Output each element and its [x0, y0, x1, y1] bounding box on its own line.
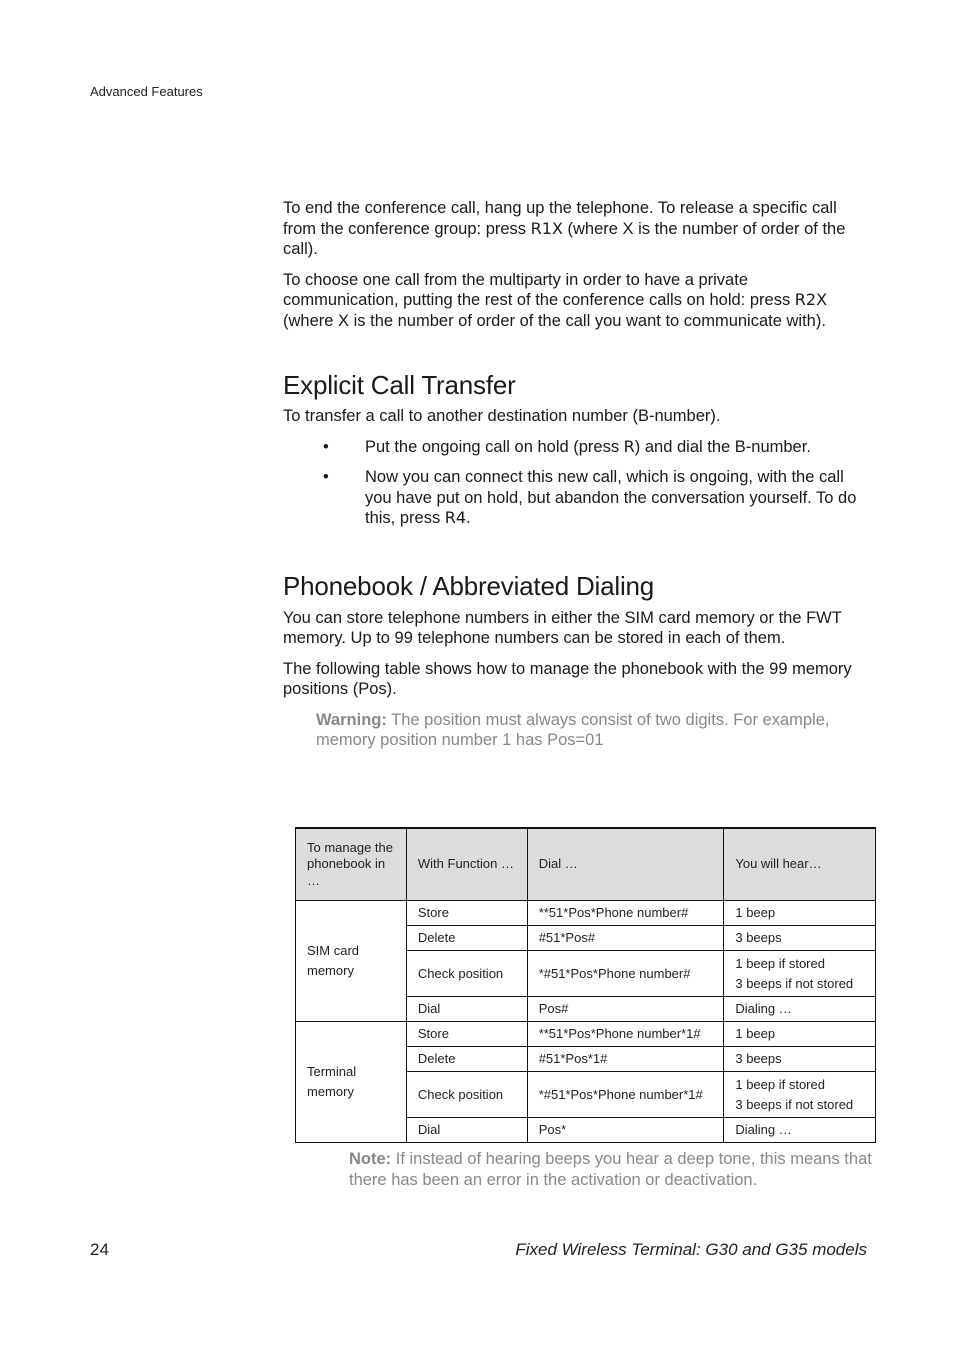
hear-cell: 3 beeps	[724, 926, 876, 951]
hear-cell: 1 beep	[724, 1022, 876, 1047]
section-heading-explicit-call-transfer: Explicit Call Transfer	[283, 370, 516, 400]
main-content	[283, 198, 868, 761]
key-code: R	[623, 436, 635, 456]
footer-doc-title: Fixed Wireless Terminal: G30 and G35 models	[515, 1240, 867, 1259]
section-heading-phonebook: Phonebook / Abbreviated Dialing	[283, 570, 655, 601]
header-cell: You will hear…	[724, 828, 876, 901]
bullet-icon: •	[323, 468, 329, 486]
hear-cell: Dialing …	[724, 997, 876, 1022]
dial-cell: Pos#	[527, 997, 724, 1022]
key-code: R2X	[794, 290, 828, 309]
hear-line: 3 beeps if not stored	[735, 1096, 854, 1112]
page-number: 24	[90, 1240, 109, 1259]
dial-cell: #51*Pos*1#	[527, 1047, 724, 1072]
hear-cell: Dialing …	[724, 1118, 876, 1143]
memory-type-cell: SIM card memory	[296, 901, 407, 1022]
function-cell: Delete	[406, 1047, 527, 1072]
dial-cell: **51*Pos*Phone number*1#	[527, 1022, 724, 1047]
hear-cell	[724, 1072, 876, 1118]
note-label: Note:	[349, 1150, 392, 1168]
dial-cell: *#51*Pos*Phone number*1#	[527, 1072, 724, 1118]
table-header-row	[296, 828, 876, 901]
ect-steps-list	[283, 437, 868, 529]
list-item: • Now you can connect this new call, which is ongoing, with the call you have put on hold, but abandon the conversation yourself. To do this, press R4.	[323, 468, 857, 527]
hear-line: 1 beep if stored	[735, 1076, 825, 1092]
warning-callout: Warning: The position must always consist of two digits. For example, memory position number 1 has Pos=01	[316, 710, 830, 749]
phonebook-intro-paragraph: You can store telephone numbers in either the SIM card memory or the FWT memory. Up to 99 telephone numbers can be stored in each of them.	[283, 608, 842, 647]
warning-label: Warning:	[316, 710, 387, 729]
function-cell: Check position	[406, 951, 527, 997]
header-cell: Dial …	[527, 828, 724, 901]
table-row	[296, 901, 876, 926]
function-cell: Check position	[406, 1072, 527, 1118]
running-head: Advanced Features	[90, 84, 203, 99]
function-cell: Store	[406, 901, 527, 926]
table-row	[296, 1022, 876, 1047]
dial-cell: **51*Pos*Phone number#	[527, 901, 724, 926]
list-item: • Put the ongoing call on hold (press R) and dial the B-number.	[323, 436, 811, 456]
header-cell: To manage the phonebook in …	[296, 828, 407, 901]
header-cell: With Function …	[406, 828, 527, 901]
conference-private-paragraph: To choose one call from the multiparty in order to have a private communication, putting the rest of the conference calls on hold: press R2X (where X is the number of order of the call you want to communicate with).	[283, 270, 828, 330]
dial-cell: *#51*Pos*Phone number#	[527, 951, 724, 997]
phonebook-table-intro-paragraph: The following table shows how to manage the phonebook with the 99 memory positions (Pos).	[283, 659, 852, 698]
function-cell: Store	[406, 1022, 527, 1047]
function-cell: Dial	[406, 997, 527, 1022]
key-code: R4	[444, 508, 467, 527]
hear-line: 1 beep if stored	[735, 955, 825, 971]
key-code: R1X	[530, 218, 563, 238]
hear-cell: 1 beep	[724, 901, 876, 926]
hear-cell	[724, 951, 876, 997]
dial-cell: Pos*	[527, 1118, 724, 1143]
dial-cell: #51*Pos#	[527, 926, 724, 951]
conference-end-paragraph: To end the conference call, hang up the telephone. To release a specific call from the conference group: press R1X (where X is the number of order of the call).	[283, 199, 846, 258]
memory-type-cell: Terminal memory	[296, 1022, 407, 1143]
hear-cell: 3 beeps	[724, 1047, 876, 1072]
ect-intro-paragraph: To transfer a call to another destination number (B-number).	[283, 407, 721, 425]
function-cell: Delete	[406, 926, 527, 951]
hear-line: 3 beeps if not stored	[735, 975, 854, 991]
phonebook-table	[295, 827, 876, 1143]
bullet-icon: •	[323, 437, 329, 456]
function-cell: Dial	[406, 1118, 527, 1143]
note-callout: Note: If instead of hearing beeps you hear a deep tone, this means that there has been an error in the activation or deactivation.	[349, 1150, 872, 1189]
